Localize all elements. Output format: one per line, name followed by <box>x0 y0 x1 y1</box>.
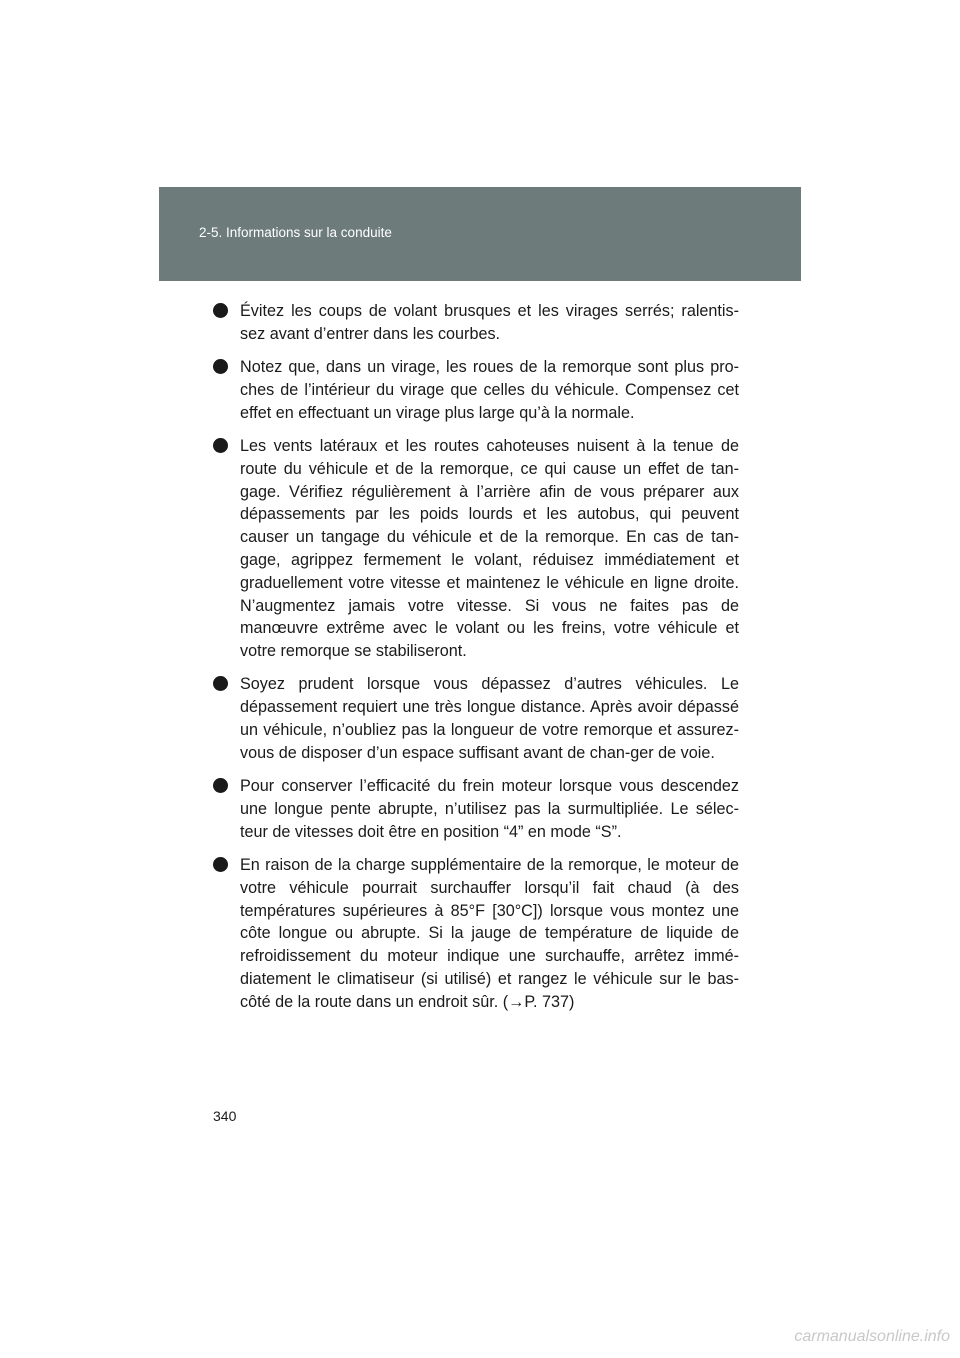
list-item-text: Pour conserver l’efficacité du frein moteur lorsque vous descendez une longue pente abrupte, n’utilisez pas la surmultipliée. Le sélec-teur de vitesses doit être en position “4” en mode “S”. <box>240 777 739 841</box>
bullet-icon <box>213 676 228 691</box>
bullet-icon <box>213 303 228 318</box>
bullet-list <box>213 300 739 1024</box>
list-item-text: Évitez les coups de volant brusques et les virages serrés; ralentis-sez avant d’entrer dans les courbes. <box>240 302 739 343</box>
section-header-band <box>159 187 801 281</box>
bullet-icon <box>213 438 228 453</box>
watermark: carmanualsonline.info <box>794 1328 950 1345</box>
list-item-text: Soyez prudent lorsque vous dépassez d’autres véhicules. Le dépassement requiert une très longue distance. Après avoir dépassé un véhicule, n’oubliez pas la longueur de votre remorque et assurez-vous de disposer d’un espace suffisant avant de chan-ger de voie. <box>240 675 739 762</box>
list-item <box>213 854 739 1014</box>
section-title: 2-5. Informations sur la conduite <box>199 225 392 240</box>
bullet-icon <box>213 778 228 793</box>
list-item <box>213 775 739 843</box>
list-item <box>213 673 739 764</box>
list-item <box>213 300 739 346</box>
bullet-icon <box>213 359 228 374</box>
list-item-text: En raison de la charge supplémentaire de la remorque, le moteur de votre véhicule pourrait surchauffer lorsqu’il fait chaud (à des températures supérieures à 85°F [30°C]) lorsque vous montez une côte longue ou abrupte. Si la jauge de température de liquide de refroidissement du moteur indique une surchauffe, arrêtez immé-diatement le climatiseur (si utilisé) et rangez le véhicule sur le bas-côté de la route dans un endroit sûr. (→P. 737) <box>240 856 739 1011</box>
page-number: 340 <box>213 1108 237 1124</box>
bullet-icon <box>213 857 228 872</box>
list-item-text: Les vents latéraux et les routes cahoteuses nuisent à la tenue de route du véhicule et de la remorque, ce qui cause un effet de tan-gage. Vérifiez régulièrement à l’arrière afin de vous préparer aux dépassements par les poids lourds et les autobus, qui peuvent causer un tangage du véhicule et de la remorque. En cas de tan-gage, agrippez fermement le volant, réduisez immédiatement et graduellement votre vitesse et maintenez le véhicule en ligne droite. N’augmentez jamais votre vitesse. Si vous ne faites pas de manœuvre extrême avec le volant ou les freins, votre véhicule et votre remorque se stabiliseront. <box>240 436 739 661</box>
list-item <box>213 356 739 424</box>
list-item-text: Notez que, dans un virage, les roues de la remorque sont plus pro-ches de l’intérieur du virage que celles du véhicule. Compensez cet effet en effectuant un virage plus large qu’à la normale. <box>240 358 739 422</box>
list-item <box>213 435 739 663</box>
